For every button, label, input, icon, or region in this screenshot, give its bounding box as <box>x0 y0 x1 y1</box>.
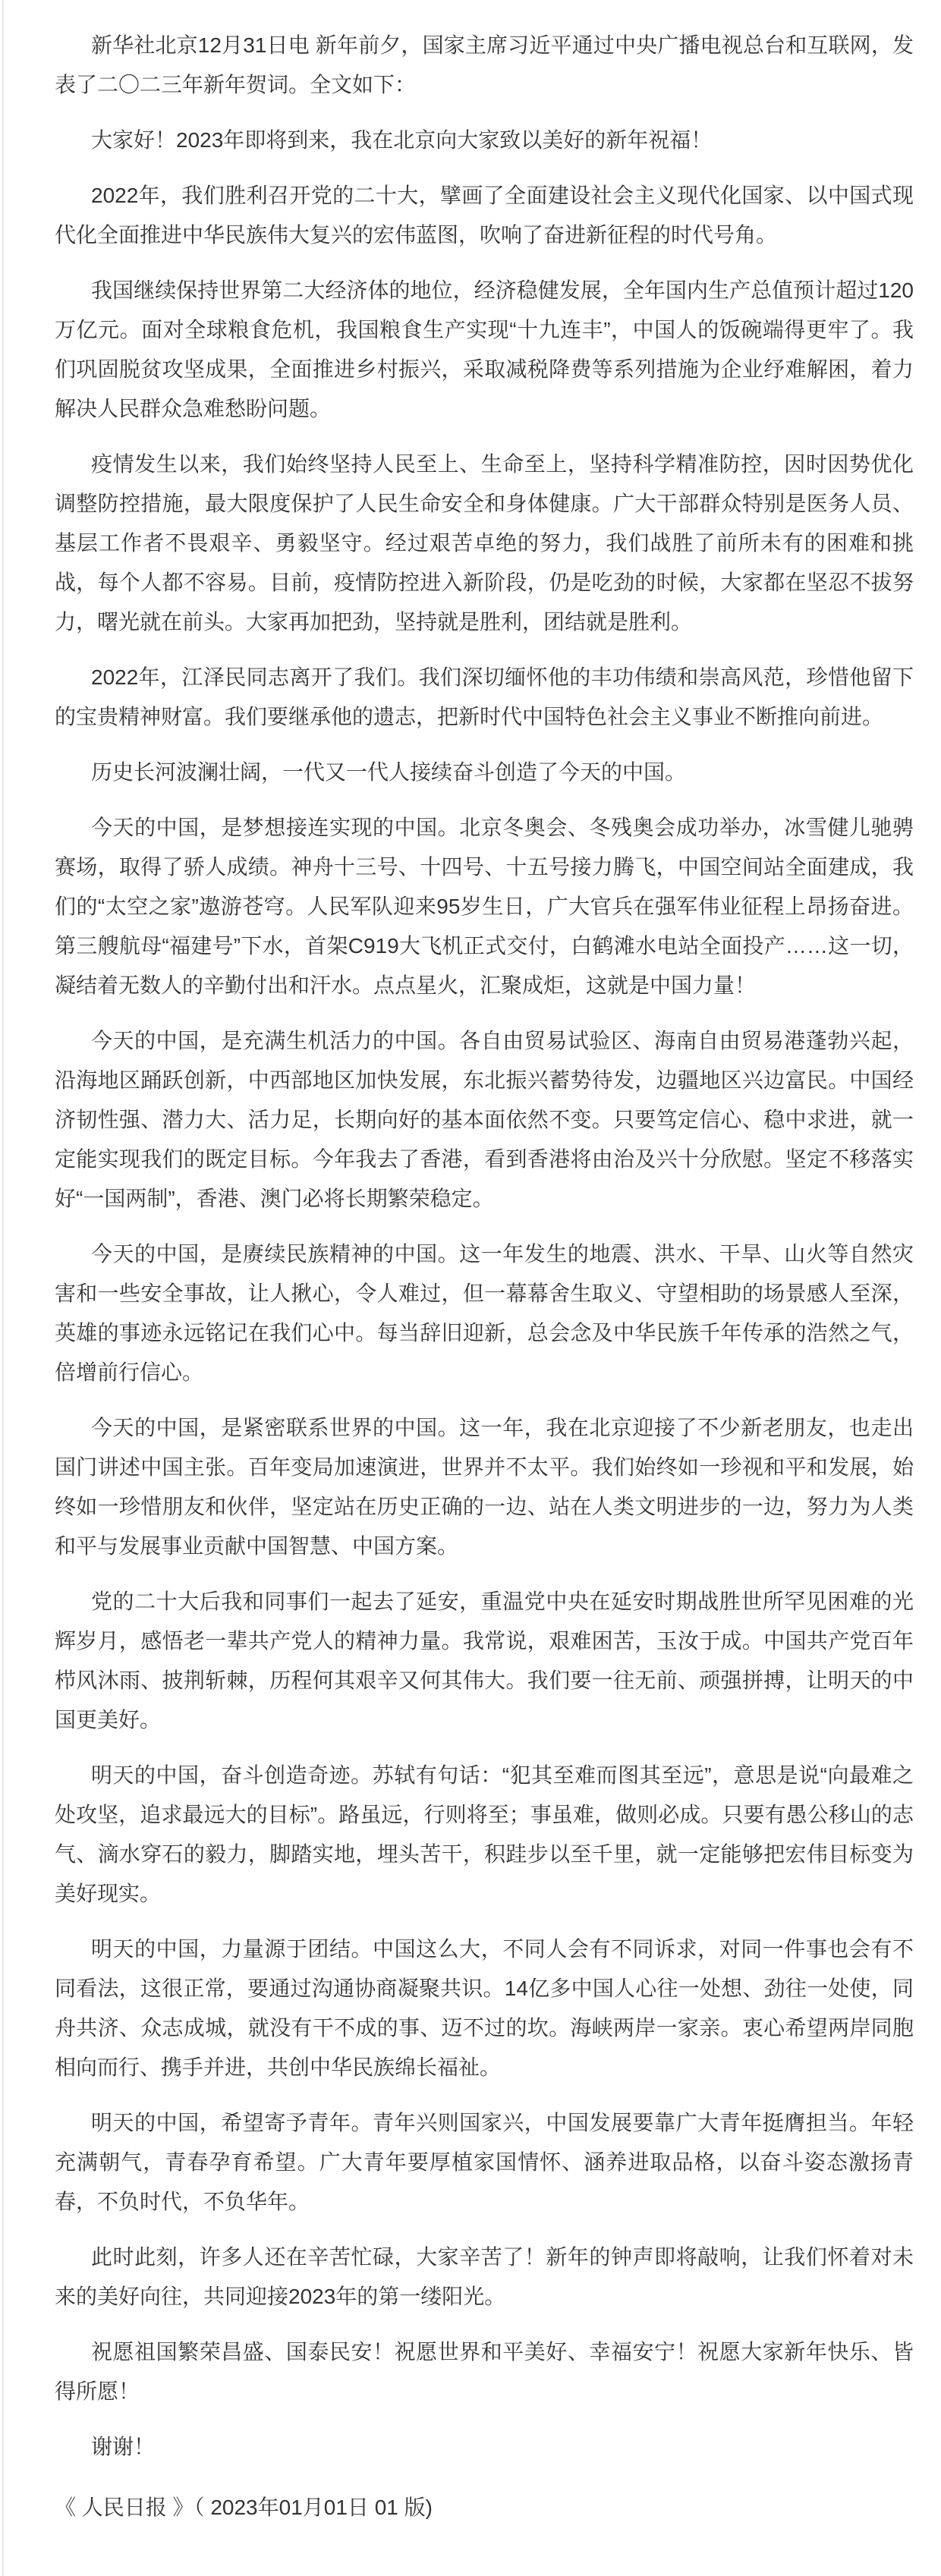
article-paragraph: 新华社北京12月31日电 新年前夕，国家主席习近平通过中央广播电视总台和互联网，发表了二〇二三年新年贺词。全文如下： <box>55 33 914 96</box>
article-paragraph: 今天的中国，是紧密联系世界的中国。这一年，我在北京迎接了不少新老朋友，也走出国门讲述中国主张。百年变局加速演进，世界并不太平。我们始终如一珍视和平和发展，始终如一珍惜朋友和伙伴，坚定站在历史正确的一边、站在人类文明进步的一边，努力为人类和平与发展事业贡献中国智慧、中国方案。 <box>55 1416 914 1558</box>
article-paragraph: 此时此刻，许多人还在辛苦忙碌，大家辛苦了！新年的钟声即将敲响，让我们怀着对未来的美好向往，共同迎接2023年的第一缕阳光。 <box>55 2245 914 2308</box>
article-paragraph: 祝愿祖国繁荣昌盛、国泰民安！祝愿世界和平美好、幸福安宁！祝愿大家新年快乐、皆得所愿！ <box>55 2340 914 2403</box>
source-line: 《 人民日报 》（ 2023年01月01日 01 版) <box>55 2496 433 2519</box>
article-paragraph: 2022年，江泽民同志离开了我们。我们深切缅怀他的丰功伟绩和崇高风范，珍惜他留下的宝贵精神财富。我们要继承他的遗志，把新时代中国特色社会主义事业不断推向前进。 <box>55 665 914 728</box>
article-paragraph: 疫情发生以来，我们始终坚持人民至上、生命至上，坚持科学精准防控，因时因势优化调整防控措施，最大限度保护了人民生命安全和身体健康。广大干部群众特别是医务人员、基层工作者不畏艰辛、勇毅坚守。经过艰苦卓绝的努力，我们战胜了前所未有的困难和挑战，每个人都不容易。目前，疫情防控进入新阶段，仍是吃劲的时候，大家都在坚忍不拔努力，曙光就在前头。大家再加把劲，坚持就是胜利，团结就是胜利。 <box>55 452 914 634</box>
article-paragraph: 今天的中国，是梦想接连实现的中国。北京冬奥会、冬残奥会成功举办，冰雪健儿驰骋赛场，取得了骄人成绩。神舟十三号、十四号、十五号接力腾飞，中国空间站全面建成，我们的“太空之家”遨游苍穹。人民军队迎来95岁生日，广大官兵在强军伟业征程上昂扬奋进。第三艘航母“福建号”下水，首架C919大飞机正式交付，白鹤滩水电站全面投产……这一切，凝结着无数人的辛勤付出和汗水。点点星火，汇聚成炬，这就是中国力量！ <box>55 816 914 997</box>
article-paragraph: 谢谢！ <box>91 2435 156 2458</box>
left-edge-divider <box>2 0 4 2576</box>
article-paragraph: 明天的中国，希望寄予青年。青年兴则国家兴，中国发展要靠广大青年挺膺担当。年轻充满朝气，青春孕育希望。广大青年要厚植家国情怀、涵养进取品格，以奋斗姿态激扬青春，不负时代，不负华年。 <box>55 2111 914 2213</box>
article-paragraph: 我国继续保持世界第二大经济体的地位，经济稳健发展，全年国内生产总值预计超过120万亿元。面对全球粮食危机，我国粮食生产实现“十九连丰”，中国人的饭碗端得更牢了。我们巩固脱贫攻坚成果，全面推进乡村振兴，采取减税降费等系列措施为企业纾难解困，着力解决人民群众急难愁盼问题。 <box>55 278 914 420</box>
article-body <box>55 26 914 2467</box>
article-paragraph: 大家好！2023年即将到来，我在北京向大家致以美好的新年祝福！ <box>91 128 713 152</box>
article-paragraph: 2022年，我们胜利召开党的二十大，擘画了全面建设社会主义现代化国家、以中国式现代化全面推进中华民族伟大复兴的宏伟蓝图，吹响了奋进新征程的时代号角。 <box>55 184 914 247</box>
article-paragraph: 今天的中国，是充满生机活力的中国。各自由贸易试验区、海南自由贸易港蓬勃兴起，沿海地区踊跃创新，中西部地区加快发展，东北振兴蓄势待发，边疆地区兴边富民。中国经济韧性强、潜力大、活力足，长期向好的基本面依然不变。只要笃定信心、稳中求进，就一定能实现我们的既定目标。今年我去了香港，看到香港将由治及兴十分欣慰。坚定不移落实好“一国两制”，香港、澳门必将长期繁荣稳定。 <box>55 1029 914 1210</box>
article-paragraph: 历史长河波澜壮阔，一代又一代人接续奋斗创造了今天的中国。 <box>91 760 687 784</box>
article-paragraph: 党的二十大后我和同事们一起去了延安，重温党中央在延安时期战胜世所罕见困难的光辉岁月，感悟老一辈共产党人的精神力量。我常说，艰难困苦，玉汝于成。中国共产党百年栉风沐雨、披荆斩棘，历程何其艰辛又何其伟大。我们要一往无前、顽强拼搏，让明天的中国更美好。 <box>55 1590 914 1731</box>
article-paragraph: 明天的中国，力量源于团结。中国这么大，不同人会有不同诉求，对同一件事也会有不同看法，这很正常，要通过沟通协商凝聚共识。14亿多中国人心往一处想、劲往一处使，同舟共济、众志成城，就没有干不成的事、迈不过的坎。海峡两岸一家亲。衷心希望两岸同胞相向而行、携手并进，共创中华民族绵长福祉。 <box>55 1937 914 2079</box>
article-paragraph: 明天的中国，奋斗创造奇迹。苏轼有句话：“犯其至难而图其至远”，意思是说“向最难之处攻坚，追求最远大的目标”。路虽远，行则将至；事虽难，做则必成。只要有愚公移山的志气、滴水穿石的毅力，脚踏实地，埋头苦干，积跬步以至千里，就一定能够把宏伟目标变为美好现实。 <box>55 1763 914 1905</box>
article-paragraph: 今天的中国，是赓续民族精神的中国。这一年发生的地震、洪水、干旱、山火等自然灾害和一些安全事故，让人揪心，令人难过，但一幕幕舍生取义、守望相助的场景感人至深，英雄的事迹永远铭记在我们心中。每当辞旧迎新，总会念及中华民族千年传承的浩然之气，倍增前行信心。 <box>55 1242 914 1384</box>
